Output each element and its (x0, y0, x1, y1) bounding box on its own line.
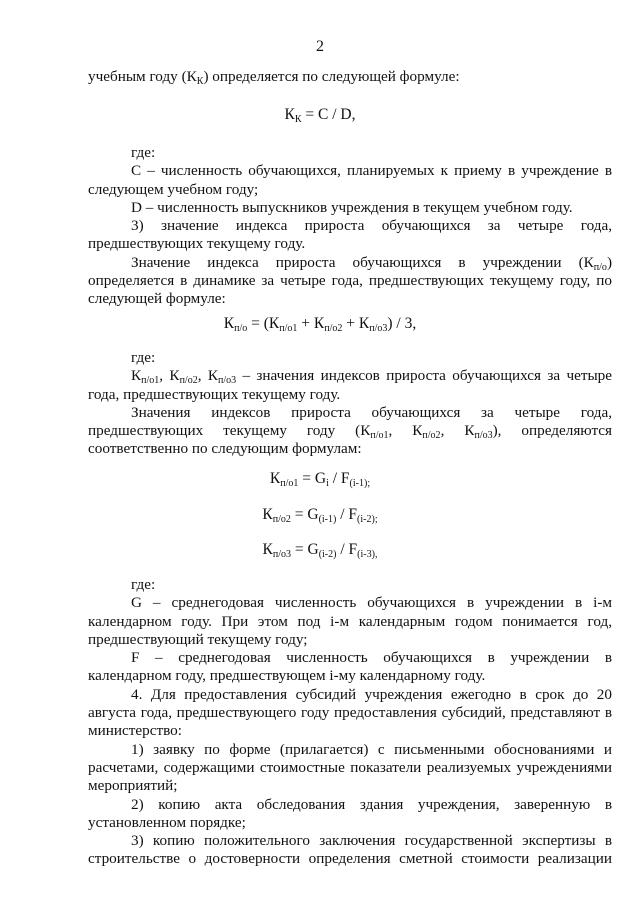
item-4-1: 1) заявку по форме (прилагается) с письменными обоснованиями и расчетами, содержащими стоимостные показатели реализуемых учреждениями мероприятий; (88, 740, 612, 795)
item-4: 4. Для предоставления субсидий учреждения ежегодно в срок до 20 августа года, предшествующего году предоставления субсидий, представляют в министерство: (88, 685, 612, 740)
index-paragraph: Значение индекса прироста обучающихся в учреждении $(К_{п/о})$ определяется в динамике за четыре года, предшествующих текущему году, по следующей формуле: (88, 253, 612, 308)
definitions-block-2: где: $К_{п/о1}$, $К_{п/о2}$, $К_{п/о3}$ – значения индексов прироста обучающихся за четыре года, предшествующих текущему году. Значения индексов прироста обучающихся за четыре года, предшествующих текущему году ($К_{п/о1}$, $К_{п/о2}$, $К_{п/о3}$), определяются соответственно по следующим формулам: (88, 349, 613, 458)
where-label: где: (131, 144, 156, 161)
values-paragraph: Значения индексов прироста обучающихся за четыре года, предшествующих текущему году ($К_{п/о1}$, $К_{п/о2}$, $К_{п/о3}$), определяются соответственно по следующим формулам: (88, 403, 613, 458)
def-kpo: $К_{п/о1}$, $К_{п/о2}$, $К_{п/о3}$ – значения индексов прироста обучающихся за четыре года, предшествующих текущему году. (88, 367, 613, 403)
def-d: D – численность выпускников учреждения в текущем учебном году. (131, 198, 573, 216)
formula-kpo1: $К_{п/о1} = G_i / F_{(i-1);}$ (269, 470, 371, 489)
def-g: G – среднегодовая численность обучающихся в учреждении в i-м календарном году. При этом под i-м календарным годом понимается год, предшествующий текущему году; (88, 594, 612, 648)
item-4-3: 3) копию положительного заключения государственной экспертизы в строительстве о достоверности определения сметной стоимости реализации (88, 832, 612, 868)
formula-kpo3: $К_{п/о3} = G_{(i-2)} / F_{(i-3),}$ (262, 541, 378, 560)
item-3: 3) значение индекса прироста обучающихся за четыре года, предшествующих текущему году. (88, 217, 612, 253)
intro-paragraph: учебным году $(К_К)$ определяется по следующей формуле: (88, 68, 460, 87)
page-number: 2 (316, 38, 324, 55)
def-c: С – численность обучающихся, планируемых к приему в учреждение в следующем учебном году; (88, 162, 612, 198)
formula-kpo2: $К_{п/о2} = G_{(i-1)} / F_{(i-2);}$ (262, 506, 378, 525)
formula-kk: $К_К = С / D$, (284, 106, 356, 125)
def-f: F – среднегодовая численность обучающихся в учреждении в календарном году, предшествующем i-му календарному году. (88, 649, 612, 685)
formula-kpo: $К_{п/о} = (К_{п/о1} + К_{п/о2} + К_{п/о3}) / 3$, (223, 315, 417, 334)
item-4-2: 2) копию акта обследования здания учреждения, заверенную в установленном порядке; (88, 795, 612, 831)
definitions-block-3: где: G – среднегодовая численность обучающихся в учреждении в i-м календарном году. При этом под i-м календарным годом понимается год, предшествующий текущему году; F – среднегодовая численность обучающихся в учреждении в календарном году, предшествующем i-му календарному году. 4. Для предоставления субсидий учреждения ежегодно в срок до 20 августа года, предшествующего году предоставления субсидий, представляют в министерство: 1) заявку по форме (прилагается) с письменными обоснованиями и расчетами, содержащими стоимостные показатели реализуемых учреждениями мероприятий; 2) копию акта обследования здания учреждения, заверенную в установленном порядке; 3) копию положительного заключения государственной экспертизы в строительстве о достоверности определения сметной стоимости реализации (88, 576, 612, 868)
definitions-block-1 (88, 144, 612, 309)
